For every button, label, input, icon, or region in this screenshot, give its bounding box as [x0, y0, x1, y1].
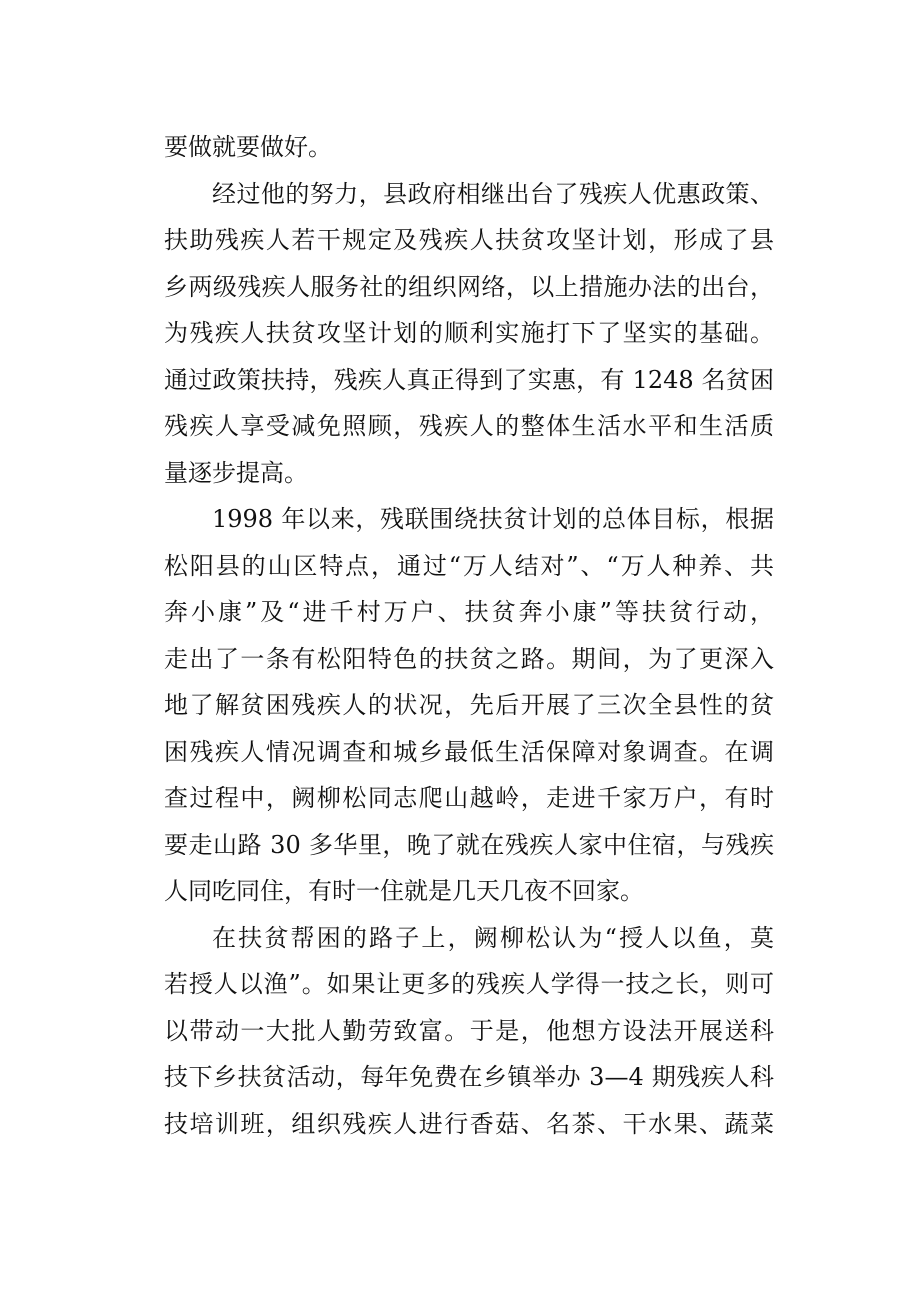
text-line: 若授人以渔”。如果让更多的残疾人学得一技之长，则可 — [164, 970, 774, 998]
text-line: 量逐步提高。 — [164, 458, 308, 487]
document-body — [164, 124, 774, 1147]
text-line: 以带动一大批人勤劳致富。于是，他想方设法开展送科 — [164, 1016, 774, 1045]
text-line: 困残疾人情况调查和城乡最低生活保障对象调查。在调 — [164, 737, 774, 766]
text-line: 查过程中，阙柳松同志爬山越岭，走进千家万户，有时 — [164, 784, 774, 812]
text-line: 人同吃同住，有时一住就是几天几夜不回家。 — [164, 877, 644, 905]
paragraph-first-line: 在扶贫帮困的路子上，阙柳松认为“授人以鱼，莫 — [212, 923, 774, 952]
text-line: 地了解贫困残疾人的状况，先后开展了三次全县性的贫 — [164, 691, 774, 719]
text-line: 奔小康”及“进千村万户、扶贫奔小康”等扶贫行动， — [164, 598, 774, 626]
paragraph-first-line: 经过他的努力，县政府相继出台了残疾人优惠政策、 — [212, 179, 774, 208]
text-line: 残疾人享受减免照顾，残疾人的整体生活水平和生活质 — [164, 412, 774, 440]
text-line: 要走山路 30 多华里，晚了就在残疾人家中住宿，与残疾 — [164, 830, 774, 859]
text-line: 技下乡扶贫活动，每年免费在乡镇举办 3—4 期残疾人科 — [164, 1063, 774, 1091]
text-line: 要做就要做好。 — [164, 133, 332, 161]
text-line: 走出了一条有松阳特色的扶贫之路。期间，为了更深入 — [164, 644, 774, 673]
text-line: 扶助残疾人若干规定及残疾人扶贫攻坚计划，形成了县 — [164, 226, 774, 254]
text-line: 技培训班，组织残疾人进行香菇、名茶、干水果、蔬菜 — [164, 1109, 774, 1138]
text-line: 松阳县的山区特点，通过“万人结对”、“万人种养、共 — [164, 551, 774, 580]
text-line: 乡两级残疾人服务社的组织网络，以上措施办法的出台， — [164, 272, 774, 301]
text-line: 为残疾人扶贫攻坚计划的顺利实施打下了坚实的基础。 — [164, 319, 774, 347]
paragraph-first-line: 1998 年以来，残联围绕扶贫计划的总体目标，根据 — [212, 505, 774, 533]
text-line: 通过政策扶持，残疾人真正得到了实惠，有 1248 名贫困 — [164, 365, 774, 394]
